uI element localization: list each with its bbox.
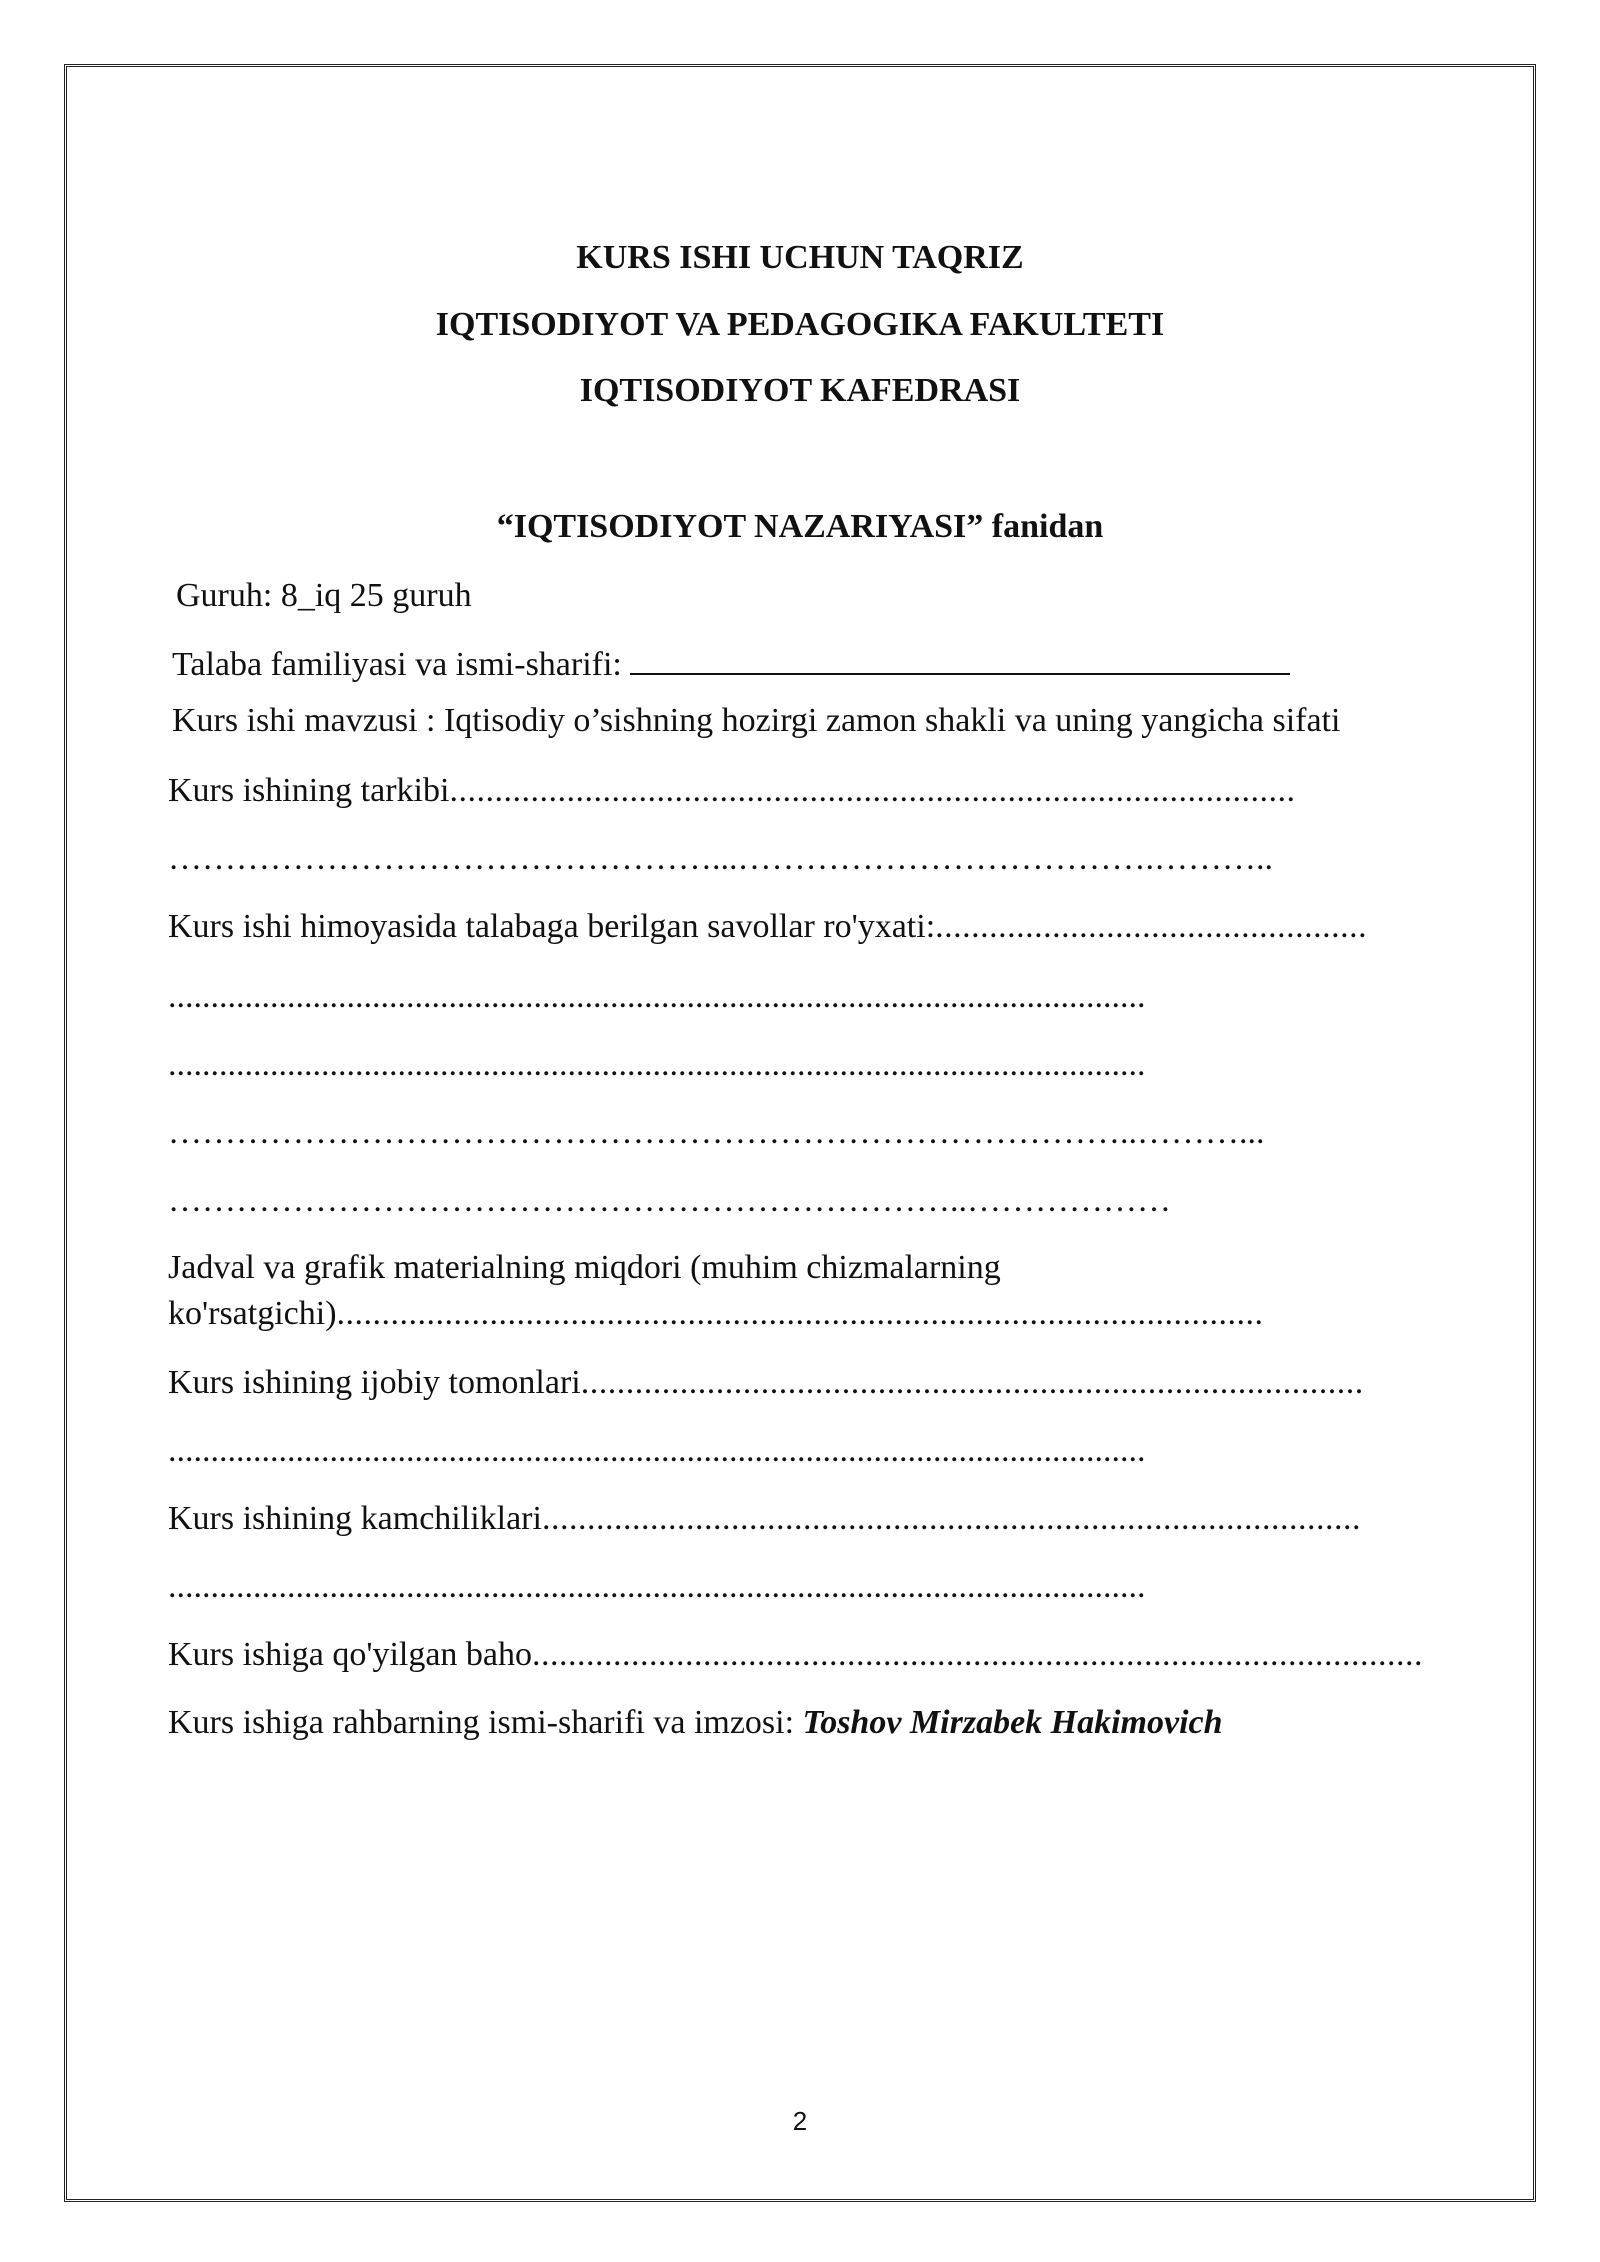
department-name: IQTISODIYOT KAFEDRASI — [579, 372, 1021, 409]
tables-label-line-1: Jadval va grafik materialning miqdori (muhim chizmalarning — [168, 1249, 1001, 1286]
questions-label: Kurs ishi himoyasida talabaga berilgan savollar ro'yxati: — [168, 908, 936, 945]
grade-line — [168, 1634, 1468, 1676]
subject-title: “IQTISODIYOT NAZARIYASI” fanidan — [496, 508, 1104, 545]
supervisor-line — [168, 1702, 1468, 1744]
questions-blank-4: ……………………………………………………………..……………… — [168, 1182, 1171, 1219]
shortcomings-line — [168, 1498, 1468, 1540]
supervisor-label: Kurs ishiga rahbarning ismi-sharifi va imzosi: — [168, 1704, 803, 1741]
tables-dots: ....................................................................................................... — [336, 1295, 1264, 1332]
structure-dots: .............................................................................................. — [449, 772, 1296, 809]
shortcomings-label: Kurs ishining kamchiliklari — [168, 1500, 542, 1537]
positive-dots: ....................................................................................... — [580, 1364, 1364, 1401]
grade-label: Kurs ishiga qo'yilgan baho — [168, 1636, 533, 1673]
tables-label-cont: ko'rsatgichi) — [168, 1295, 337, 1332]
positive-label: Kurs ishining ijobiy tomonlari — [168, 1364, 581, 1401]
shortcomings-dots: ........................................................................................... — [541, 1500, 1361, 1537]
positive-line — [168, 1362, 1468, 1404]
faculty-name: IQTISODIYOT VA PEDAGOGIKA FAKULTETI — [435, 306, 1165, 343]
student-name-blank — [630, 643, 1290, 675]
positive-continuation: ................................................................................................................... — [168, 1432, 1146, 1469]
topic-line: Kurs ishi mavzusi : Iqtisodiy o’sishning hozirgi zamon shakli va uning yangicha sifati — [172, 702, 1341, 739]
structure-line — [168, 770, 1468, 812]
review-title: KURS ISHI UCHUN TAQRIZ — [576, 239, 1024, 276]
questions-blank-1: ................................................................................................................... — [168, 978, 1146, 1015]
grade-dots: ................................................................................................... — [532, 1636, 1424, 1673]
student-name-label: Talaba familiyasi va ismi-sharifi: — [172, 646, 622, 683]
page-number: 2 — [792, 2106, 808, 2136]
structure-continuation: …………………………………………...……………………………….……….. — [168, 840, 1273, 877]
tables-label-line-2 — [168, 1293, 1468, 1335]
group-line: Guruh: 8_iq 25 guruh — [176, 577, 472, 614]
questions-line — [168, 906, 1468, 948]
questions-dots: ................................................ — [935, 908, 1368, 945]
supervisor-name: Toshov Mirzabek Hakimovich — [802, 1704, 1223, 1741]
questions-blank-3: …………………………………………………………………………..………... — [168, 1114, 1265, 1151]
student-name-line — [172, 643, 1472, 686]
shortcomings-continuation: ................................................................................................................... — [168, 1568, 1146, 1605]
questions-blank-2: ................................................................................................................... — [168, 1046, 1146, 1083]
structure-label: Kurs ishining tarkibi — [168, 772, 450, 809]
